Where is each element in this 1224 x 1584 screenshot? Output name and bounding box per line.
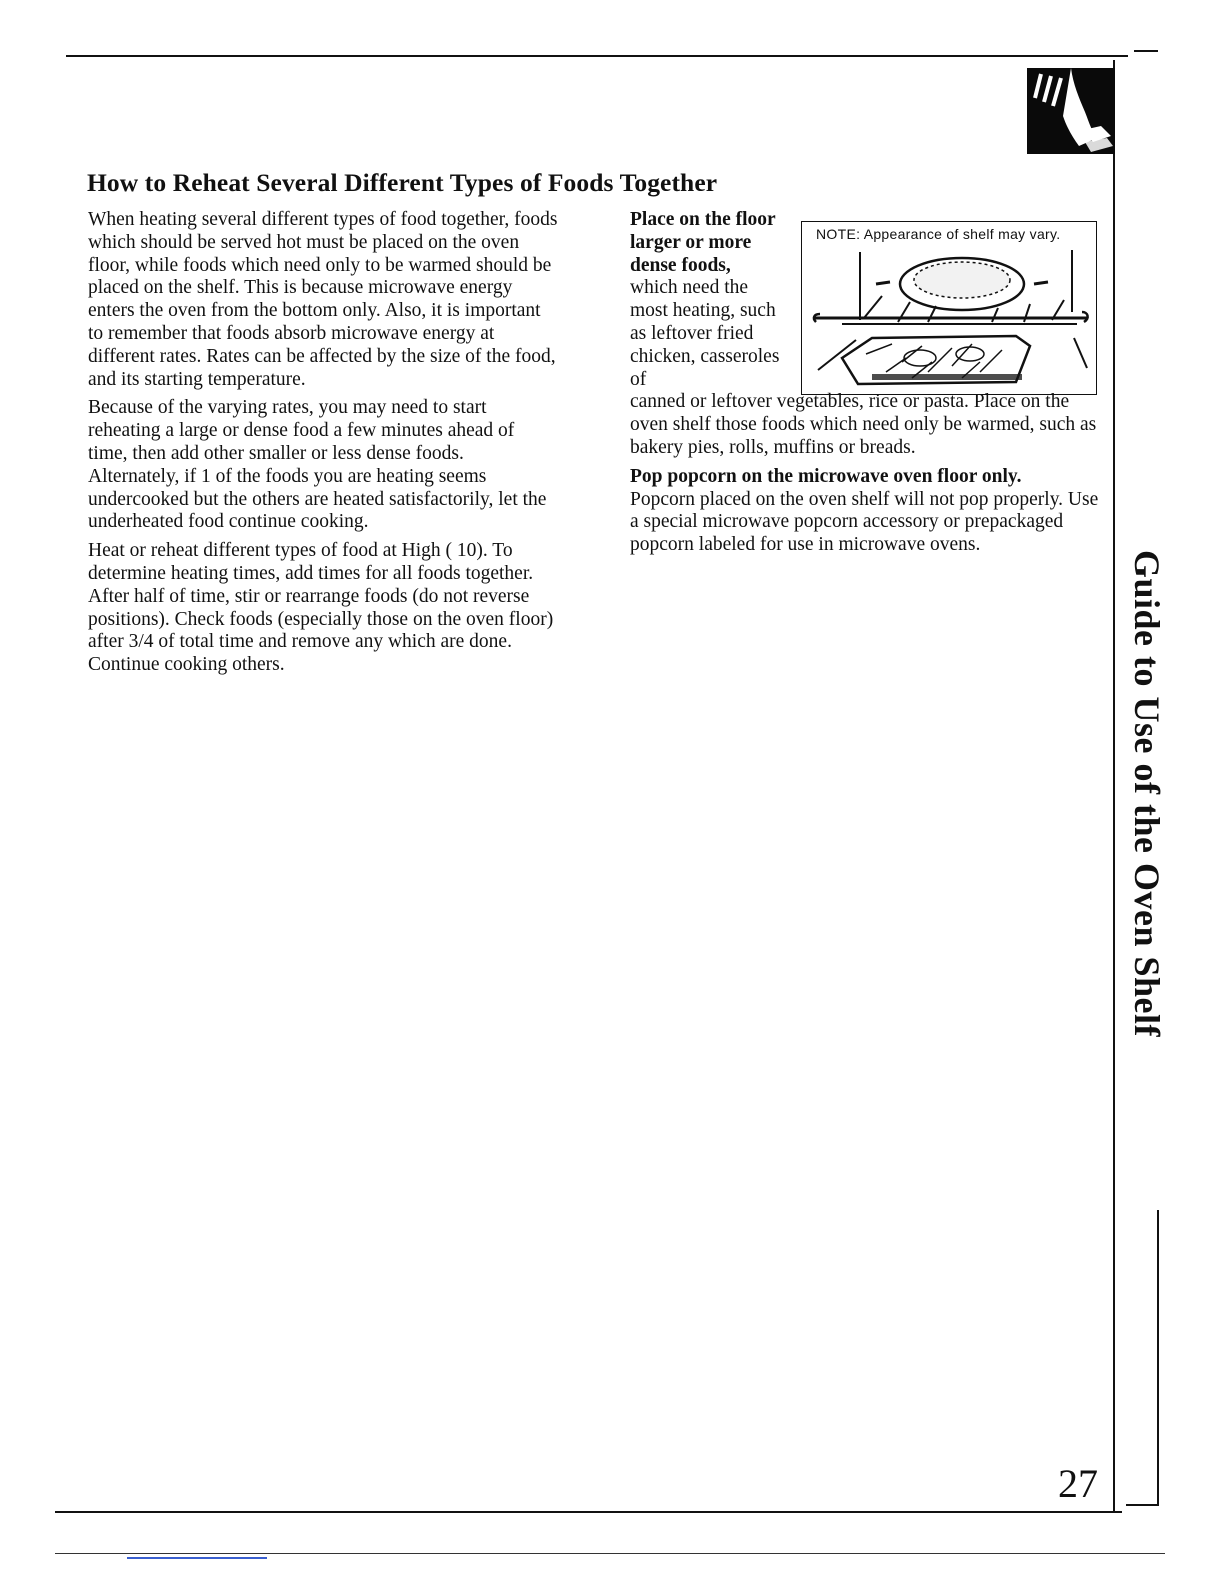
shelf-drawing (802, 222, 1098, 396)
popcorn-heading: Pop popcorn on the microwave oven floor only. (630, 465, 1022, 487)
section-heading: How to Reheat Several Different Types of Foods Together (87, 168, 718, 197)
right-margin-rule (1113, 60, 1115, 1512)
page-bracket-horizontal (1126, 1504, 1159, 1506)
side-tab-title: Guide to Use of the Oven Shelf (1127, 550, 1167, 1037)
paragraph-rates: Because of the varying rates, you may need to start reheating a large or dense food a few minutes ahead of time, then add other smaller or less dense foods. Alternately, if 1 of the foods you are heating seems undercooked but the others are heated satisfactorily, let the underheated food continue cooking. (88, 397, 547, 533)
footer-link-underline (127, 1557, 267, 1559)
bottom-rule (55, 1511, 1122, 1513)
figure-note: NOTE: Appearance of shelf may vary. (816, 226, 1061, 242)
page-number: 27 (1058, 1461, 1098, 1506)
footer-rule (55, 1553, 1165, 1554)
popcorn-paragraph (630, 466, 1100, 557)
place-floor-bold: Place on the floor larger or more dense foods, (630, 209, 776, 276)
paragraph-intro: When heating several different types of food together, foods which should be served hot must be placed on the oven floor, while foods which need only to be warmed should be placed on the shelf. This is because microwave energy enters the oven from the bottom only. Also, it is important to remember that foods absorb microwave energy at different rates. Rates can be affected by the size of the food, and its starting temperature. (88, 209, 558, 390)
popcorn-text: Popcorn placed on the oven shelf will not pop properly. Use a special microwave popcorn accessory or prepackaged popcorn labeled for use in microwave ovens. (630, 488, 1099, 556)
paragraph-heating-times: Heat or reheat different types of food at High ( 10). To determine heating times, add times for all foods together. After half of time, stir or rearrange foods (do not reverse positions). Check foods (especially those on the oven floor) after 3/4 of total time and remove any which are done. Continue cooking others. (88, 540, 554, 676)
place-floor-intro-text: which need the most heating, such as leftover fried chicken, casseroles of (630, 277, 780, 390)
page-bracket-vertical (1157, 1210, 1159, 1506)
top-rule (66, 55, 1128, 57)
top-tick (1134, 50, 1158, 52)
pointing-hand-icon (1027, 68, 1115, 154)
place-floor-intro (630, 209, 780, 391)
place-floor-rest-text: canned or leftover vegetables, rice or pasta. Place on the oven shelf those foods which need only be warmed, such as bakery pies, rolls, muffins or breads. (630, 391, 1097, 458)
left-column (88, 209, 558, 683)
oven-shelf-illustration (801, 221, 1097, 395)
